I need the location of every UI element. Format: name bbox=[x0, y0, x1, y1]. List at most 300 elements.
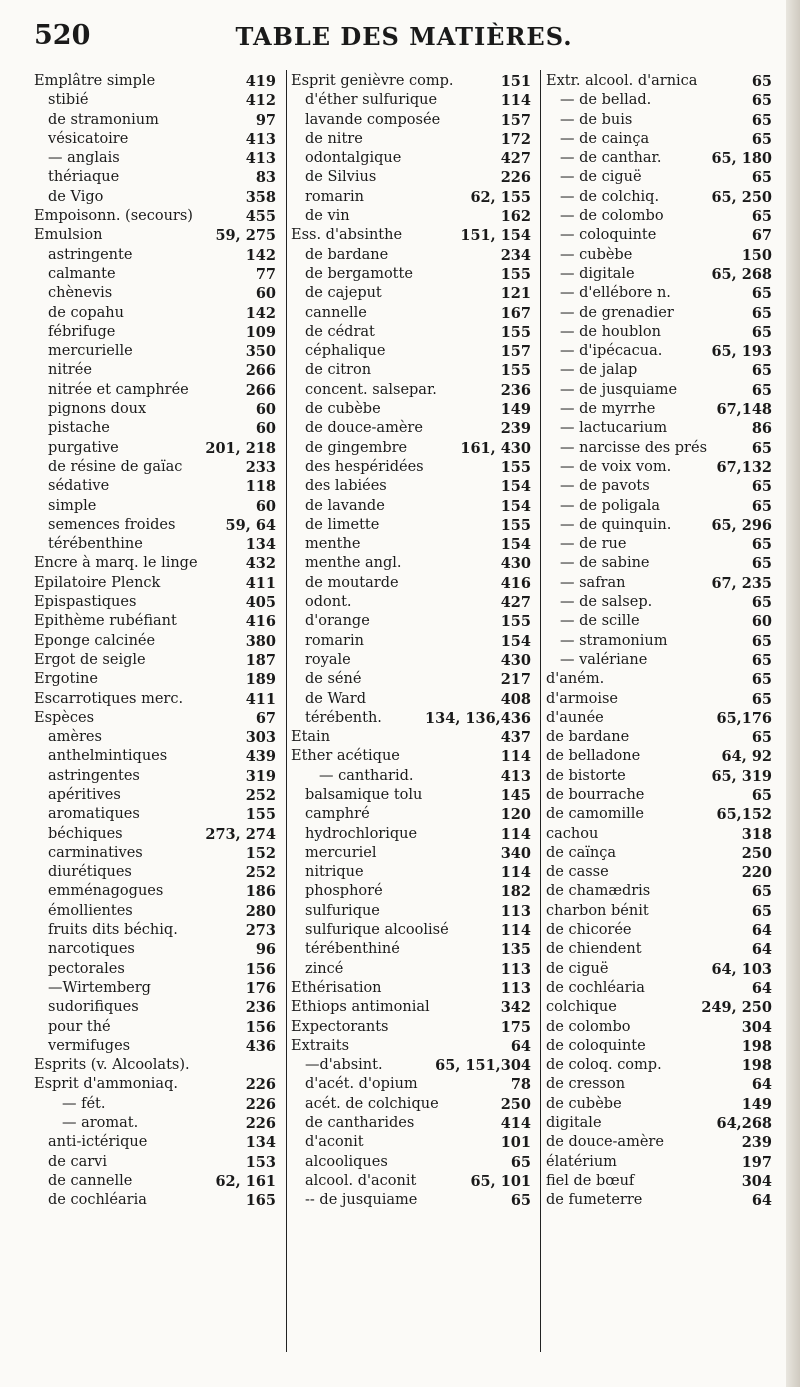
column-divider bbox=[286, 70, 287, 1352]
index-column-2 bbox=[291, 72, 531, 1211]
entry-pages: 60 bbox=[751, 613, 772, 631]
index-entry bbox=[34, 516, 276, 535]
index-entry bbox=[291, 439, 531, 458]
entry-pages: 153 bbox=[245, 1153, 276, 1171]
entry-label: de coloquinte bbox=[546, 1037, 646, 1054]
index-entry bbox=[291, 690, 531, 709]
entry-pages: 303 bbox=[245, 729, 276, 747]
index-entry bbox=[34, 323, 276, 342]
index-entry bbox=[291, 902, 531, 921]
entry-label: Esprit d'ammoniaq. bbox=[34, 1076, 178, 1093]
index-entry bbox=[546, 1133, 772, 1152]
entry-label: phosphoré bbox=[305, 883, 383, 900]
entry-pages: 65 bbox=[751, 208, 772, 226]
index-entry bbox=[546, 728, 772, 747]
index-entry bbox=[291, 111, 531, 130]
entry-pages: 65 bbox=[751, 671, 772, 689]
entry-pages: 65 bbox=[751, 304, 772, 322]
index-entry bbox=[291, 805, 531, 824]
entry-label: Eponge calcinée bbox=[34, 632, 156, 649]
index-entry bbox=[34, 188, 276, 207]
entry-pages: 83 bbox=[255, 169, 276, 187]
entry-pages: 114 bbox=[500, 864, 531, 882]
entry-pages: 165 bbox=[245, 1192, 276, 1210]
entry-pages: 150 bbox=[741, 246, 772, 264]
entry-label: de Ward bbox=[305, 690, 366, 707]
entry-label: Esprits (v. Alcoolats). bbox=[34, 1057, 190, 1074]
entry-label: de copahu bbox=[48, 304, 124, 321]
entry-pages: 149 bbox=[500, 401, 531, 419]
entry-label: astringentes bbox=[48, 767, 140, 784]
entry-pages: 113 bbox=[500, 979, 531, 997]
entry-label: de vin bbox=[305, 208, 350, 225]
entry-pages: 250 bbox=[500, 1095, 531, 1113]
entry-label: sédative bbox=[48, 478, 110, 495]
entry-pages: 60 bbox=[255, 401, 276, 419]
entry-pages: 155 bbox=[500, 323, 531, 341]
entry-label: de bistorte bbox=[546, 767, 626, 784]
entry-label: Epilatoire Plenck bbox=[34, 574, 161, 591]
entry-pages: 134 bbox=[245, 1134, 276, 1152]
index-entry bbox=[34, 226, 276, 245]
entry-pages: 186 bbox=[245, 883, 276, 901]
entry-label: — de houblon bbox=[560, 323, 661, 340]
index-entry bbox=[291, 265, 531, 284]
index-entry bbox=[291, 516, 531, 535]
entry-label: charbon bénit bbox=[546, 902, 649, 919]
index-entry bbox=[546, 1172, 772, 1191]
entry-pages: 411 bbox=[245, 690, 276, 708]
entry-pages: 118 bbox=[245, 478, 276, 496]
index-entry bbox=[546, 419, 772, 438]
entry-label: carminatives bbox=[48, 844, 143, 861]
entry-pages: 121 bbox=[500, 285, 531, 303]
entry-label: — narcisse des prés bbox=[560, 439, 708, 456]
entry-pages: 64 bbox=[751, 1076, 772, 1094]
entry-pages: 167 bbox=[500, 304, 531, 322]
entry-label: térébenthiné bbox=[305, 941, 400, 958]
index-entry bbox=[34, 419, 276, 438]
entry-label: d'acét. d'opium bbox=[305, 1076, 418, 1093]
entry-pages: 430 bbox=[500, 651, 531, 669]
entry-pages: 157 bbox=[500, 111, 531, 129]
index-entry bbox=[34, 940, 276, 959]
entry-label: — aromat. bbox=[62, 1115, 139, 1132]
entry-pages: 318 bbox=[741, 825, 772, 843]
entry-pages: 134, 136,436 bbox=[425, 709, 531, 727]
entry-label: de limette bbox=[305, 516, 380, 533]
entry-pages: 114 bbox=[500, 748, 531, 766]
entry-pages: 64 bbox=[510, 1037, 531, 1055]
entry-label: anthelmintiques bbox=[48, 748, 168, 765]
index-entry bbox=[34, 902, 276, 921]
index-entry bbox=[291, 381, 531, 400]
entry-label: menthe angl. bbox=[305, 555, 402, 572]
index-entry bbox=[291, 400, 531, 419]
entry-pages: 64, 92 bbox=[721, 748, 772, 766]
entry-pages: 65, 296 bbox=[711, 516, 772, 534]
index-entry bbox=[546, 226, 772, 245]
index-entry bbox=[291, 130, 531, 149]
index-entry bbox=[546, 458, 772, 477]
entry-pages: 273 bbox=[245, 922, 276, 940]
index-entry bbox=[291, 747, 531, 766]
index-entry bbox=[546, 554, 772, 573]
index-entry bbox=[546, 651, 772, 670]
entry-pages: 65 bbox=[751, 92, 772, 110]
index-entry bbox=[546, 1095, 772, 1114]
entry-label: Empoisonn. (secours) bbox=[34, 208, 193, 225]
entry-label: — d'ellébore n. bbox=[560, 285, 671, 302]
entry-pages: 162 bbox=[500, 208, 531, 226]
index-entry bbox=[291, 149, 531, 168]
entry-pages: 236 bbox=[245, 999, 276, 1017]
index-entry bbox=[34, 535, 276, 554]
index-entry bbox=[546, 1191, 772, 1210]
entry-pages: 234 bbox=[500, 246, 531, 264]
entry-label: -- de jusquiame bbox=[305, 1192, 418, 1209]
index-entry bbox=[34, 342, 276, 361]
entry-pages: 176 bbox=[245, 979, 276, 997]
entry-label: sudorifiques bbox=[48, 999, 139, 1016]
entry-label: de stramonium bbox=[48, 111, 159, 128]
index-entry bbox=[34, 805, 276, 824]
entry-pages: 65, 101 bbox=[470, 1172, 531, 1190]
entry-label: — de bellad. bbox=[560, 92, 652, 109]
entry-pages: 432 bbox=[245, 555, 276, 573]
entry-pages: 157 bbox=[500, 343, 531, 361]
entry-label: de cubèbe bbox=[546, 1095, 622, 1112]
entry-label: pistache bbox=[48, 420, 110, 437]
entry-pages: 416 bbox=[500, 574, 531, 592]
index-entry bbox=[291, 728, 531, 747]
entry-pages: 65,152 bbox=[716, 806, 772, 824]
entry-label: nitrée bbox=[48, 362, 92, 379]
entry-pages: 151, 154 bbox=[460, 227, 531, 245]
entry-pages: 65 bbox=[751, 690, 772, 708]
index-entry bbox=[34, 612, 276, 631]
entry-label: alcooliques bbox=[305, 1153, 388, 1170]
index-entry bbox=[34, 207, 276, 226]
index-entry bbox=[291, 168, 531, 187]
entry-label: concent. salsepar. bbox=[305, 381, 437, 398]
entry-pages: 156 bbox=[245, 1018, 276, 1036]
entry-pages: 65 bbox=[751, 381, 772, 399]
index-entry bbox=[546, 342, 772, 361]
index-entry bbox=[291, 304, 531, 323]
entry-label: de carvi bbox=[48, 1153, 107, 1170]
entry-label: de caïnça bbox=[546, 844, 616, 861]
entry-label: des hespéridées bbox=[305, 458, 424, 475]
index-entry bbox=[34, 400, 276, 419]
entry-label: de Silvius bbox=[305, 169, 377, 186]
entry-pages: 250 bbox=[741, 844, 772, 862]
index-entry bbox=[291, 361, 531, 380]
index-entry bbox=[34, 1133, 276, 1152]
index-entry bbox=[546, 786, 772, 805]
index-entry bbox=[34, 1172, 276, 1191]
entry-pages: 239 bbox=[741, 1134, 772, 1152]
entry-pages: 60 bbox=[255, 497, 276, 515]
index-entry bbox=[34, 767, 276, 786]
entry-label: — de poligala bbox=[560, 497, 661, 514]
index-entry bbox=[34, 825, 276, 844]
index-entry bbox=[291, 284, 531, 303]
index-entry bbox=[34, 670, 276, 689]
entry-pages: 189 bbox=[245, 671, 276, 689]
entry-pages: 226 bbox=[245, 1115, 276, 1133]
index-entry bbox=[546, 516, 772, 535]
index-entry bbox=[291, 921, 531, 940]
index-entry bbox=[34, 593, 276, 612]
index-entry bbox=[546, 246, 772, 265]
index-entry bbox=[291, 670, 531, 689]
index-entry bbox=[34, 554, 276, 573]
entry-pages: 273, 274 bbox=[205, 825, 276, 843]
entry-pages: 65, 151,304 bbox=[435, 1057, 531, 1075]
entry-label: de gingembre bbox=[305, 439, 408, 456]
index-entry bbox=[546, 998, 772, 1017]
index-entry bbox=[546, 960, 772, 979]
entry-pages: 252 bbox=[245, 864, 276, 882]
index-entry bbox=[34, 998, 276, 1017]
entry-label: Esprit genièvre comp. bbox=[291, 73, 454, 89]
entry-label: de colombo bbox=[546, 1018, 631, 1035]
entry-label: de moutarde bbox=[305, 574, 399, 591]
index-entry bbox=[34, 690, 276, 709]
entry-pages: 340 bbox=[500, 844, 531, 862]
entry-label: de Vigo bbox=[48, 188, 104, 205]
page-header bbox=[34, 20, 774, 60]
index-entry bbox=[291, 844, 531, 863]
entry-label: royale bbox=[305, 651, 351, 668]
entry-label: Ethiops antimonial bbox=[291, 999, 430, 1016]
index-entry bbox=[291, 458, 531, 477]
entry-pages: 252 bbox=[245, 786, 276, 804]
entry-label: emménagogues bbox=[48, 883, 164, 900]
index-entry bbox=[34, 284, 276, 303]
entry-label: anti-ictérique bbox=[48, 1134, 148, 1151]
entry-label: de camomille bbox=[546, 806, 644, 823]
entry-label: — de salsep. bbox=[560, 594, 653, 611]
index-entry bbox=[546, 593, 772, 612]
index-entry bbox=[291, 612, 531, 631]
entry-pages: 60 bbox=[255, 285, 276, 303]
entry-pages: 64,268 bbox=[716, 1115, 772, 1133]
index-entry bbox=[546, 767, 772, 786]
index-entry bbox=[34, 747, 276, 766]
entry-pages: 155 bbox=[500, 516, 531, 534]
entry-pages: 154 bbox=[500, 497, 531, 515]
entry-label: — lactucarium bbox=[560, 420, 668, 437]
entry-pages: 114 bbox=[500, 922, 531, 940]
entry-pages: 64 bbox=[751, 979, 772, 997]
entry-pages: 436 bbox=[245, 1037, 276, 1055]
index-entry bbox=[34, 265, 276, 284]
entry-pages: 65, 180 bbox=[711, 150, 772, 168]
entry-pages: 236 bbox=[500, 381, 531, 399]
entry-pages: 65 bbox=[751, 285, 772, 303]
entry-label: d'aném. bbox=[546, 671, 605, 688]
entry-pages: 65 bbox=[751, 111, 772, 129]
entry-pages: 142 bbox=[245, 246, 276, 264]
entry-label: odontalgique bbox=[305, 150, 402, 167]
entry-label: de résine de gaïac bbox=[48, 458, 183, 475]
index-entry bbox=[291, 419, 531, 438]
entry-label: — de ciguë bbox=[560, 169, 642, 186]
entry-label: — d'ipécacua. bbox=[560, 343, 663, 360]
index-entry bbox=[34, 149, 276, 168]
entry-label: calmante bbox=[48, 265, 116, 282]
entry-pages: 59, 275 bbox=[215, 227, 276, 245]
entry-label: cannelle bbox=[305, 304, 367, 321]
index-entry bbox=[546, 400, 772, 419]
entry-pages: 155 bbox=[500, 362, 531, 380]
entry-label: de nitre bbox=[305, 130, 363, 147]
entry-pages: 175 bbox=[500, 1018, 531, 1036]
index-entry bbox=[291, 786, 531, 805]
entry-pages: 65 bbox=[751, 786, 772, 804]
index-entry bbox=[546, 1153, 772, 1172]
index-entry bbox=[291, 632, 531, 651]
entry-pages: 427 bbox=[500, 150, 531, 168]
index-entry bbox=[546, 882, 772, 901]
index-entry bbox=[34, 651, 276, 670]
index-entry bbox=[291, 477, 531, 496]
entry-pages: 101 bbox=[500, 1134, 531, 1152]
index-entry bbox=[291, 1056, 531, 1075]
entry-pages: 65 bbox=[510, 1153, 531, 1171]
entry-label: d'armoise bbox=[546, 690, 618, 707]
entry-label: de cochléaria bbox=[48, 1192, 147, 1209]
entry-pages: 380 bbox=[245, 632, 276, 650]
entry-label: apéritives bbox=[48, 786, 121, 803]
entry-pages: 198 bbox=[741, 1037, 772, 1055]
entry-pages: 411 bbox=[245, 574, 276, 592]
entry-pages: 64 bbox=[751, 1192, 772, 1210]
index-entry bbox=[546, 902, 772, 921]
index-entry bbox=[34, 381, 276, 400]
entry-pages: 155 bbox=[500, 265, 531, 283]
entry-pages: 64, 103 bbox=[711, 960, 772, 978]
index-entry bbox=[546, 188, 772, 207]
entry-pages: 65 bbox=[751, 555, 772, 573]
index-entry bbox=[34, 168, 276, 187]
entry-label: Etain bbox=[291, 729, 331, 746]
entry-pages: 113 bbox=[500, 902, 531, 920]
entry-label: Emulsion bbox=[34, 227, 103, 244]
entry-pages: 342 bbox=[500, 999, 531, 1017]
entry-label: de chiendent bbox=[546, 941, 642, 958]
entry-pages: 198 bbox=[741, 1057, 772, 1075]
entry-pages: 62, 155 bbox=[470, 188, 531, 206]
entry-label: Extr. alcool. d'arnica bbox=[546, 73, 698, 89]
entry-label: — fét. bbox=[62, 1095, 106, 1112]
entry-pages: 304 bbox=[741, 1018, 772, 1036]
entry-label: — de quinquin. bbox=[560, 516, 672, 533]
entry-label: menthe bbox=[305, 536, 361, 553]
entry-pages: 413 bbox=[500, 767, 531, 785]
entry-pages: 65 bbox=[751, 497, 772, 515]
entry-label: de cédrat bbox=[305, 323, 375, 340]
entry-label: Epithème rubéfiant bbox=[34, 613, 177, 630]
index-entry bbox=[546, 91, 772, 110]
index-entry bbox=[34, 632, 276, 651]
entry-pages: 65 bbox=[751, 73, 772, 90]
entry-label: Expectorants bbox=[291, 1018, 389, 1035]
entry-label: de cantharides bbox=[305, 1115, 415, 1132]
entry-label: — de buis bbox=[560, 111, 633, 128]
entry-label: — coloquinte bbox=[560, 227, 657, 244]
entry-label: lavande composée bbox=[305, 111, 441, 128]
index-entry bbox=[546, 574, 772, 593]
entry-pages: 114 bbox=[500, 825, 531, 843]
entry-label: des labiées bbox=[305, 478, 387, 495]
entry-pages: 280 bbox=[245, 902, 276, 920]
entry-pages: 96 bbox=[255, 941, 276, 959]
entry-pages: 408 bbox=[500, 690, 531, 708]
index-entry bbox=[34, 960, 276, 979]
entry-label: — de grenadier bbox=[560, 304, 674, 321]
entry-label: hydrochlorique bbox=[305, 825, 418, 842]
entry-pages: 419 bbox=[245, 73, 276, 90]
index-entry bbox=[34, 477, 276, 496]
entry-label: — de myrrhe bbox=[560, 401, 656, 418]
entry-label: — safran bbox=[560, 574, 626, 591]
entry-label: purgative bbox=[48, 439, 119, 456]
entry-label: Espèces bbox=[34, 709, 95, 726]
index-entry bbox=[291, 709, 531, 728]
index-entry bbox=[291, 1153, 531, 1172]
entry-pages: 156 bbox=[245, 960, 276, 978]
entry-pages: 65 bbox=[751, 130, 772, 148]
index-entry bbox=[291, 574, 531, 593]
entry-label: fébrifuge bbox=[48, 323, 116, 340]
index-entry bbox=[546, 1056, 772, 1075]
entry-label: fruits dits béchiq. bbox=[48, 922, 178, 939]
entry-label: Encre à marq. le linge bbox=[34, 555, 198, 572]
entry-pages: 239 bbox=[500, 420, 531, 438]
index-entry bbox=[546, 1075, 772, 1094]
entry-pages: 155 bbox=[245, 806, 276, 824]
entry-pages: 65, 193 bbox=[711, 343, 772, 361]
index-entry bbox=[546, 1037, 772, 1056]
index-entry bbox=[34, 882, 276, 901]
entry-label: de citron bbox=[305, 362, 372, 379]
entry-label: colchique bbox=[546, 999, 617, 1016]
entry-label: — valériane bbox=[560, 651, 648, 668]
index-entry bbox=[291, 960, 531, 979]
entry-pages: 97 bbox=[255, 111, 276, 129]
column-divider bbox=[540, 70, 541, 1352]
entry-pages: 430 bbox=[500, 555, 531, 573]
entry-pages: 319 bbox=[245, 767, 276, 785]
entry-label: de séné bbox=[305, 671, 362, 688]
entry-label: romarin bbox=[305, 632, 364, 649]
index-entry bbox=[34, 921, 276, 940]
entry-label: — de rue bbox=[560, 536, 627, 553]
entry-pages: 249, 250 bbox=[701, 999, 772, 1017]
index-entry bbox=[546, 825, 772, 844]
entry-pages: 405 bbox=[245, 594, 276, 612]
entry-label: semences froides bbox=[48, 516, 176, 533]
entry-label: —Wirtemberg bbox=[48, 979, 151, 996]
index-entry bbox=[546, 805, 772, 824]
entry-pages: 65, 268 bbox=[711, 265, 772, 283]
index-column-3 bbox=[546, 72, 772, 1211]
index-entry bbox=[546, 1018, 772, 1037]
entry-pages: 155 bbox=[500, 458, 531, 476]
